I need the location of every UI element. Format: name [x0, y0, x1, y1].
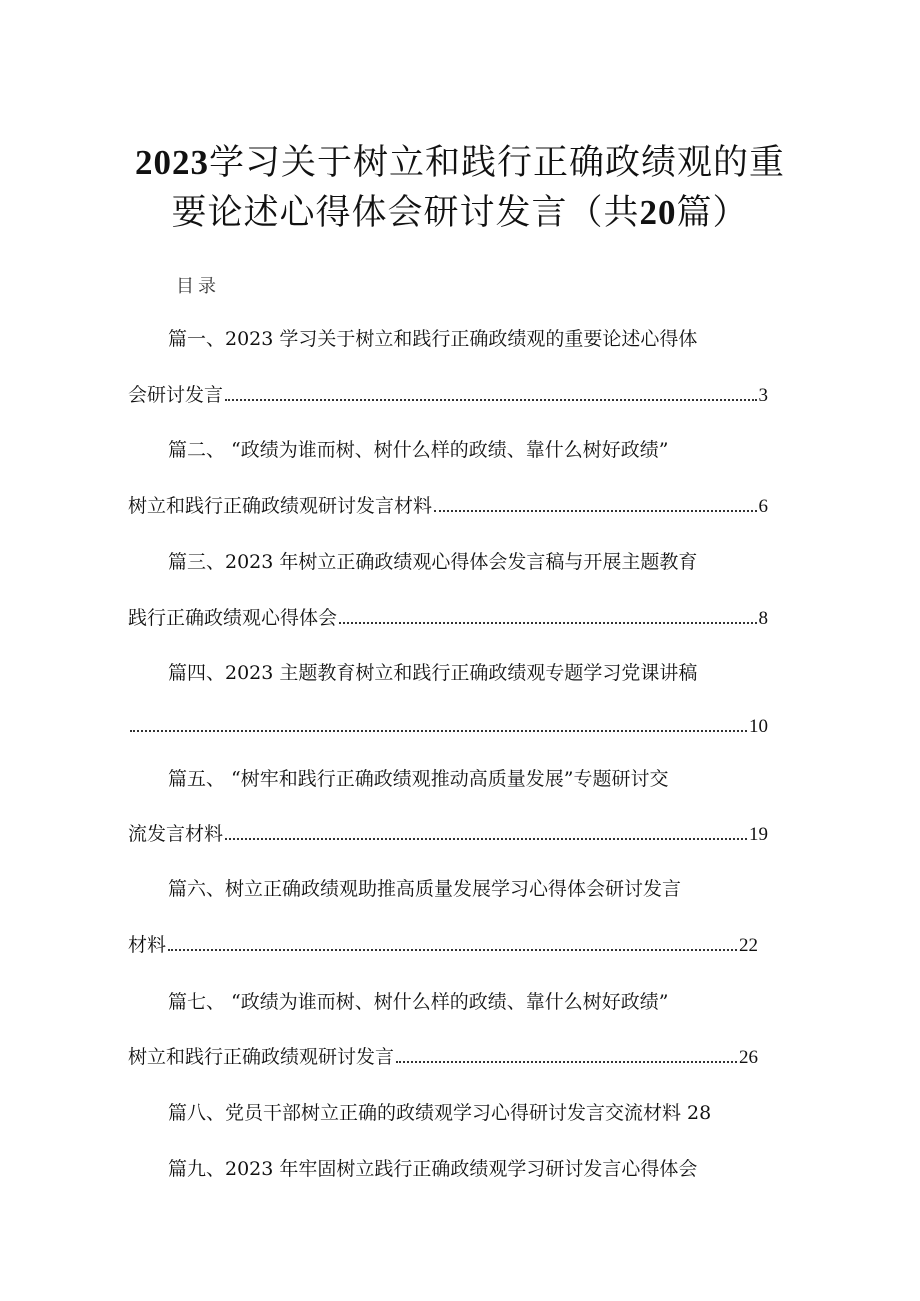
toc-entry-lead[interactable]: 篇四、2023 主题教育树立和践行正确政绩观专题学习党课讲稿 — [168, 662, 698, 684]
toc-entry-text: 树立和践行正确政绩观研讨发言 — [128, 1046, 395, 1068]
toc-entry-text: 会研讨发言 — [128, 384, 224, 406]
toc-entry-text: 树立和践行正确政绩观研讨发言材料 — [128, 495, 433, 517]
toc-entry-lead[interactable]: 篇六、树立正确政绩观助推高质量发展学习心得体会研讨发言 — [168, 878, 682, 900]
title-line-2-pre: 要论述心得体会研讨发言（共 — [171, 193, 640, 233]
title-year: 2023 — [134, 143, 209, 182]
dot-leader — [168, 949, 737, 951]
toc-entry-cont[interactable] — [128, 1045, 758, 1070]
title-line-2-post: 篇） — [676, 193, 749, 233]
toc-entry-lead[interactable]: 篇九、2023 年牢固树立践行正确政绩观学习研讨发言心得体会 — [168, 1158, 698, 1180]
toc-entry-text: 践行正确政绩观心得体会 — [128, 607, 338, 629]
title-line-2 — [0, 188, 920, 238]
document-title — [0, 138, 920, 238]
dot-leader — [225, 838, 747, 840]
toc-entry-lead[interactable]: 篇五、 “树牢和践行正确政绩观推动高质量发展”专题研讨交 — [168, 768, 669, 790]
toc-entry-lead[interactable]: 篇三、2023 年树立正确政绩观心得体会发言稿与开展主题教育 — [168, 551, 698, 573]
page-number: 8 — [758, 608, 768, 629]
toc-entry-cont[interactable] — [128, 715, 768, 739]
toc-entry-lead[interactable]: 篇二、 “政绩为谁而树、树什么样的政绩、靠什么树好政绩” — [168, 439, 669, 461]
dot-leader — [339, 622, 756, 624]
title-count: 20 — [639, 193, 677, 232]
toc-label: 目录 — [176, 276, 220, 297]
toc-entry-cont[interactable] — [128, 933, 758, 958]
page-number: 19 — [749, 824, 768, 845]
page-number: 22 — [739, 935, 758, 956]
page-number: 6 — [758, 496, 768, 517]
toc-entry-lead[interactable]: 篇八、党员干部树立正确的政绩观学习心得研讨发言交流材料 28 — [168, 1102, 712, 1124]
toc-entry-cont[interactable] — [128, 822, 768, 847]
toc-entry-lead[interactable]: 篇一、2023 学习关于树立和践行正确政绩观的重要论述心得体 — [168, 328, 698, 350]
title-line-1 — [0, 138, 920, 188]
dot-leader — [130, 730, 747, 732]
page-number: 10 — [749, 716, 768, 737]
toc-entry-text: 材料 — [128, 934, 167, 956]
page-number: 3 — [758, 385, 768, 406]
dot-leader — [434, 510, 756, 512]
page-number: 26 — [739, 1047, 758, 1068]
toc-entry-cont[interactable] — [128, 494, 768, 519]
dot-leader — [396, 1061, 737, 1063]
toc-entry-lead[interactable]: 篇七、 “政绩为谁而树、树什么样的政绩、靠什么树好政绩” — [168, 991, 669, 1013]
dot-leader — [225, 399, 756, 401]
toc-entry-text: 流发言材料 — [128, 823, 224, 845]
toc-entry-cont[interactable] — [128, 383, 768, 408]
toc-entry-cont[interactable] — [128, 606, 768, 631]
title-line-1-text: 学习关于树立和践行正确政绩观的重 — [208, 143, 785, 183]
